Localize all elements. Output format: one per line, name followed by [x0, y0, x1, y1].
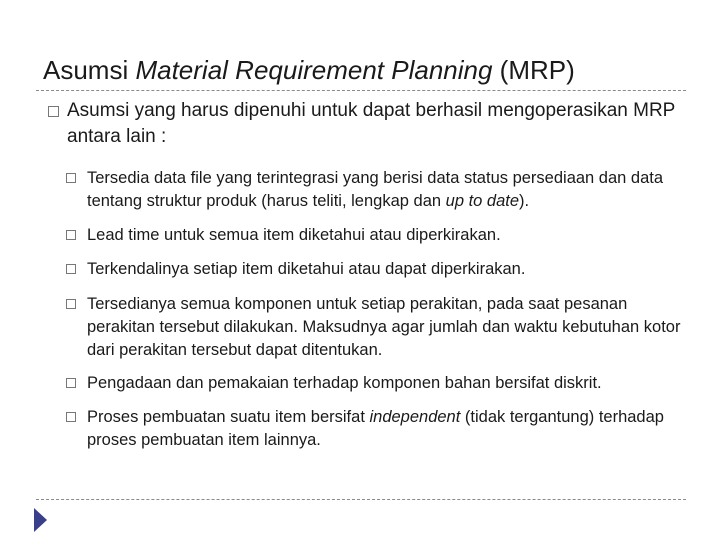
sub-bullet-2 [66, 224, 696, 247]
title-prefix: Asumsi [43, 55, 136, 85]
bottom-divider [36, 499, 686, 500]
checkbox-bullet-icon [66, 173, 76, 183]
checkbox-bullet-icon [66, 412, 76, 422]
top-divider [36, 90, 686, 91]
sub-bullet-text-a: Tersedia data file yang terintegrasi yang berisi data status persediaan dan data tentang struktur produk (harus teliti, lengkap dan [87, 169, 664, 210]
sub-bullet-text [66, 167, 696, 213]
sub-bullet-text-b: (tidak tergantung) terhadap proses pembuatan item lainnya. [87, 408, 664, 449]
sub-bullet-italic: up to date [445, 192, 520, 210]
checkbox-bullet-icon [48, 106, 59, 117]
sub-bullet-1 [66, 167, 696, 213]
checkbox-bullet-icon [66, 299, 76, 309]
sub-bullet-3 [66, 258, 696, 281]
sub-bullet-text: Terkendalinya setiap item diketahui atau dapat diperkirakan. [87, 260, 526, 278]
title-italic: Material Requirement Planning [135, 55, 493, 85]
next-slide-arrow-icon[interactable] [34, 508, 47, 532]
sub-bullet-text: Tersedianya semua komponen untuk setiap perakitan, pada saat pesanan perakitan tersebut dilakukan. Maksudnya agar jumlah dan waktu kebutuhan kotor dari perakitan tersebut dapat ditentukan. [87, 295, 681, 359]
sub-bullet-text-a: Proses pembuatan suatu item bersifat [87, 408, 370, 426]
sub-bullet-italic: independent [369, 408, 461, 426]
checkbox-bullet-icon [66, 378, 76, 388]
slide-title [43, 54, 575, 86]
title-suffix: (MRP) [492, 55, 575, 85]
sub-bullet-text: Pengadaan dan pemakaian terhadap komponen bahan bersifat diskrit. [87, 374, 602, 392]
sub-bullet-4 [66, 293, 696, 362]
main-bullet-text: Asumsi yang harus dipenuhi untuk dapat berhasil mengoperasikan MRP antara lain : [67, 100, 676, 147]
checkbox-bullet-icon [66, 230, 76, 240]
main-bullet [48, 98, 678, 150]
sub-bullet-text-b: ). [519, 192, 530, 210]
checkbox-bullet-icon [66, 264, 76, 274]
sub-bullet-text [66, 406, 696, 452]
sub-bullet-6 [66, 406, 696, 452]
sub-bullet-text: Lead time untuk semua item diketahui atau diperkirakan. [87, 226, 501, 244]
sub-bullet-5 [66, 372, 696, 395]
